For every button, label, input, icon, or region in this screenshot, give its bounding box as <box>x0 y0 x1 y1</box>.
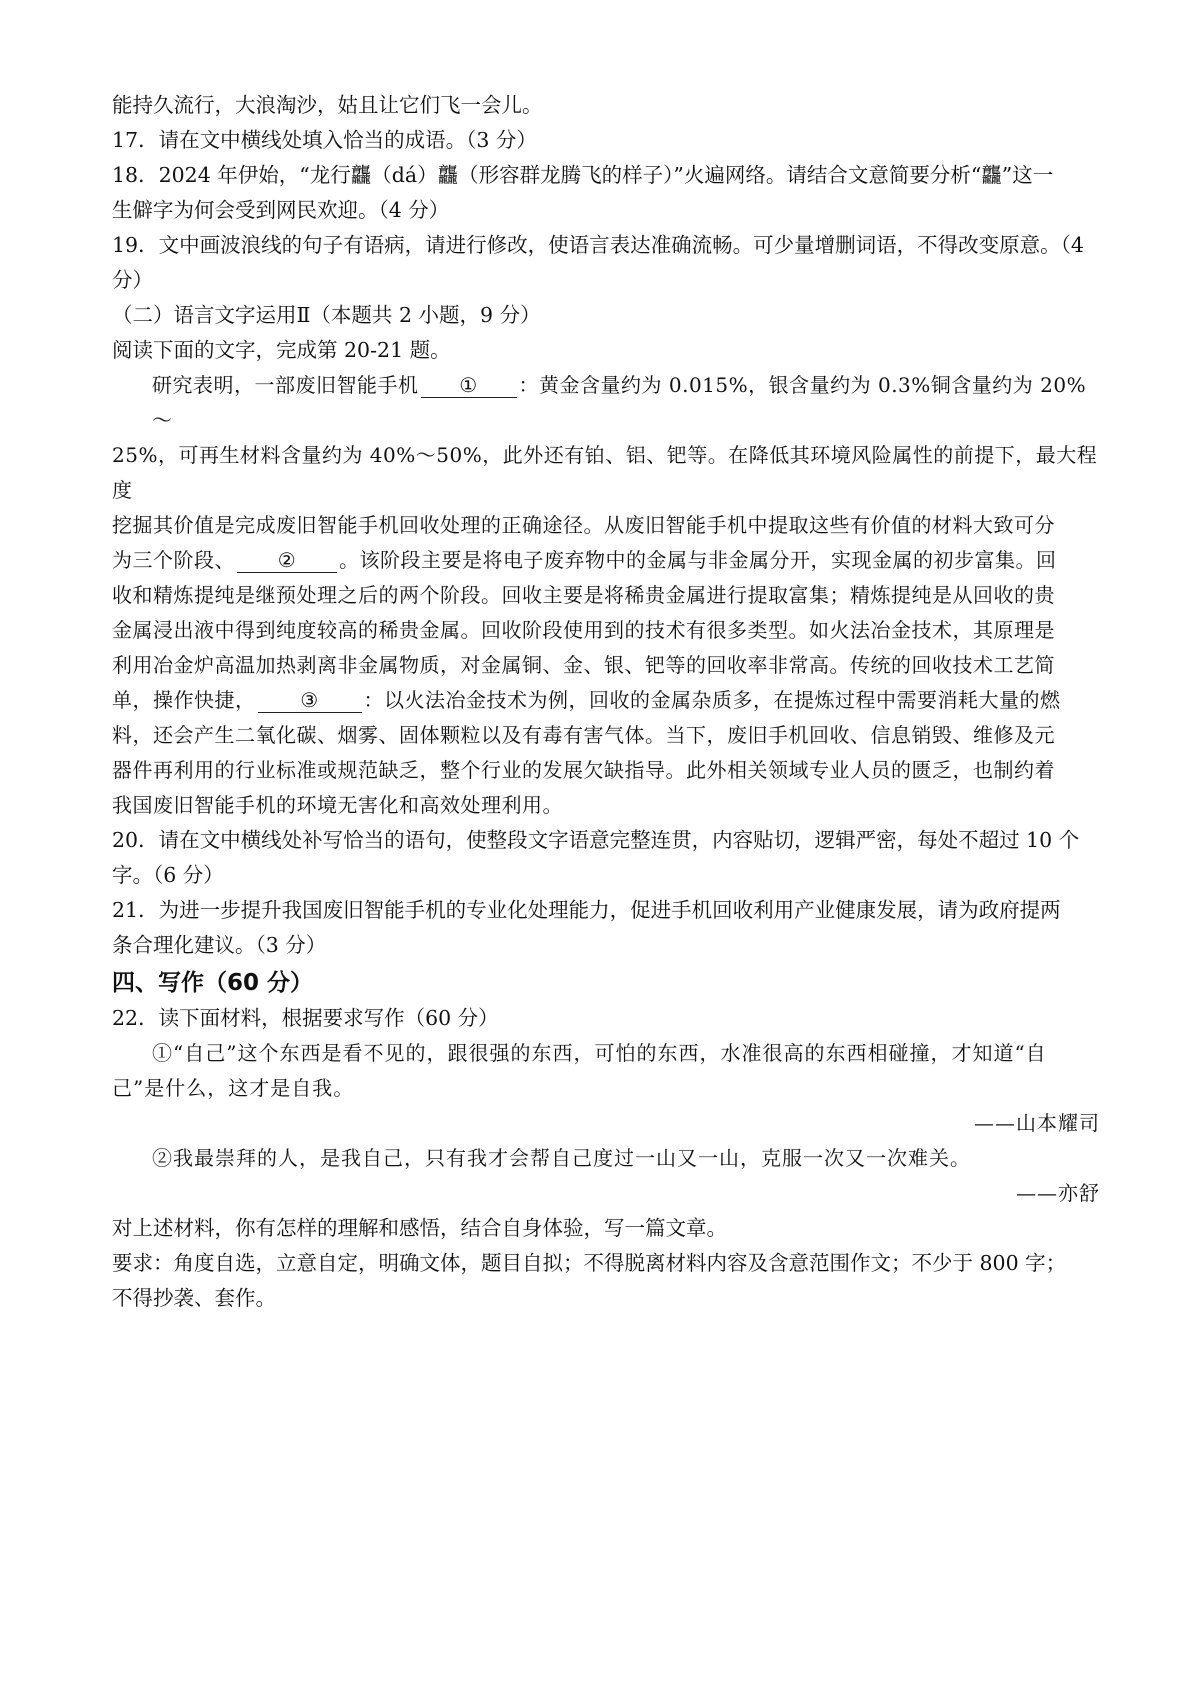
passage-line: 利用冶金炉高温加热剥离非金属物质，对金属铜、金、银、钯等的回收率非常高。传统的回收技术工艺简 <box>112 653 1055 677</box>
question-22: 22．读下面材料，根据要求写作（60 分） <box>112 1006 499 1030</box>
passage-line <box>112 543 1100 578</box>
passage-line: 25%，可再生材料含量约为 40%～50%，此外还有铂、铝、钯等。在降低其环境风险属性的前提下，最大程度 <box>112 443 1098 502</box>
passage-text: 单，操作快捷， <box>112 688 256 712</box>
blank-1: ① <box>421 373 517 398</box>
passage-line: 我国废旧智能手机的环境无害化和高效处理利用。 <box>112 793 563 817</box>
question-19-line2: 分） <box>112 268 153 292</box>
material-2: ②我最崇拜的人，是我自己，只有我才会帮自己度过一山又一山，克服一次又一次难关。 <box>152 1146 971 1170</box>
question-17: 17．请在文中横线处填入恰当的成语。（3 分） <box>112 128 537 152</box>
question-18-line2: 生僻字为何会受到网民欢迎。（4 分） <box>112 198 450 222</box>
section-4-heading: 四、写作（60 分） <box>112 970 314 996</box>
passage-line: 器件再利用的行业标准或规范缺乏，整个行业的发展欠缺指导。此外相关领域专业人员的匮乏，也制约着 <box>112 758 1055 782</box>
passage-line: 收和精炼提纯是继预处理之后的两个阶段。回收主要是将稀贵金属进行提取富集；精炼提纯是从回收的贵 <box>112 583 1055 607</box>
question-20-line2: 字。（6 分） <box>112 863 224 887</box>
passage-text: 。该阶段主要是将电子废弃物中的金属与非金属分开，实现金属的初步富集。回 <box>339 548 1057 572</box>
text-line: 能持久流行，大浪淘沙，姑且让它们飞一会儿。 <box>112 93 543 117</box>
requirements-line2: 不得抄袭、套作。 <box>112 1286 276 1310</box>
question-21-line2: 条合理化建议。（3 分） <box>112 933 327 957</box>
exam-page <box>112 88 1100 1316</box>
passage-text: 为三个阶段、 <box>112 548 235 572</box>
passage-text: ：以火法冶金技术为例，回收的金属杂质多，在提炼过程中需要消耗大量的燃 <box>363 688 1061 712</box>
material-2-attribution: ——亦舒 <box>1016 1181 1100 1205</box>
passage-line <box>112 683 1100 718</box>
passage-line <box>112 368 1100 438</box>
passage-text: 研究表明，一部废旧智能手机 <box>152 373 419 397</box>
material-1-line1: ①“自己”这个东西是看不见的，跟很强的东西，可怕的东西，水准很高的东西相碰撞，才知道“自 <box>152 1041 1047 1065</box>
question-19-line1: 19．文中画波浪线的句子有语病，请进行修改，使语言表达准确流畅。可少量增删词语，不得改变原意。（4 <box>112 233 1084 257</box>
material-1-line2: 己”是什么，这才是自我。 <box>112 1076 355 1100</box>
question-21-line1: 21．为进一步提升我国废旧智能手机的专业化处理能力，促进手机回收利用产业健康发展，请为政府提两 <box>112 898 1061 922</box>
writing-prompt: 对上述材料，你有怎样的理解和感悟，结合自身体验，写一篇文章。 <box>112 1216 727 1240</box>
passage-line: 金属浸出液中得到纯度较高的稀贵金属。回收阶段使用到的技术有很多类型。如火法冶金技术，其原理是 <box>112 618 1055 642</box>
section-2-title: （二）语言文字运用Ⅱ（本题共 2 小题，9 分） <box>112 303 541 327</box>
question-20-line1: 20．请在文中横线处补写恰当的语句，使整段文字语意完整连贯，内容贴切，逻辑严密，每处不超过 10 个 <box>112 828 1080 852</box>
reading-instruction: 阅读下面的文字，完成第 20-21 题。 <box>112 338 451 362</box>
passage-text: ：黄金含量约为 0.015%，银含量约为 0.3%铜含量约为 20%～ <box>152 373 1087 432</box>
blank-3: ③ <box>258 688 362 713</box>
passage-line: 料，还会产生二氧化碳、烟雾、固体颗粒以及有毒有害气体。当下，废旧手机回收、信息销毁、维修及元 <box>112 723 1055 747</box>
requirements-line1: 要求：角度自选，立意自定，明确文体，题目自拟；不得脱离材料内容及含意范围作文；不少于 800 字； <box>112 1251 1067 1275</box>
material-1-attribution: ——山本耀司 <box>974 1111 1100 1135</box>
reading-passage <box>112 368 1100 823</box>
passage-line: 挖掘其价值是完成废旧智能手机回收处理的正确途径。从废旧智能手机中提取这些有价值的材料大致可分 <box>112 513 1055 537</box>
question-18-line1: 18．2024 年伊始，“龙行龘（dá）龘（形容群龙腾飞的样子）”火遍网络。请结合文意简要分析“龘”这一 <box>112 163 1054 187</box>
blank-2: ② <box>237 548 337 573</box>
